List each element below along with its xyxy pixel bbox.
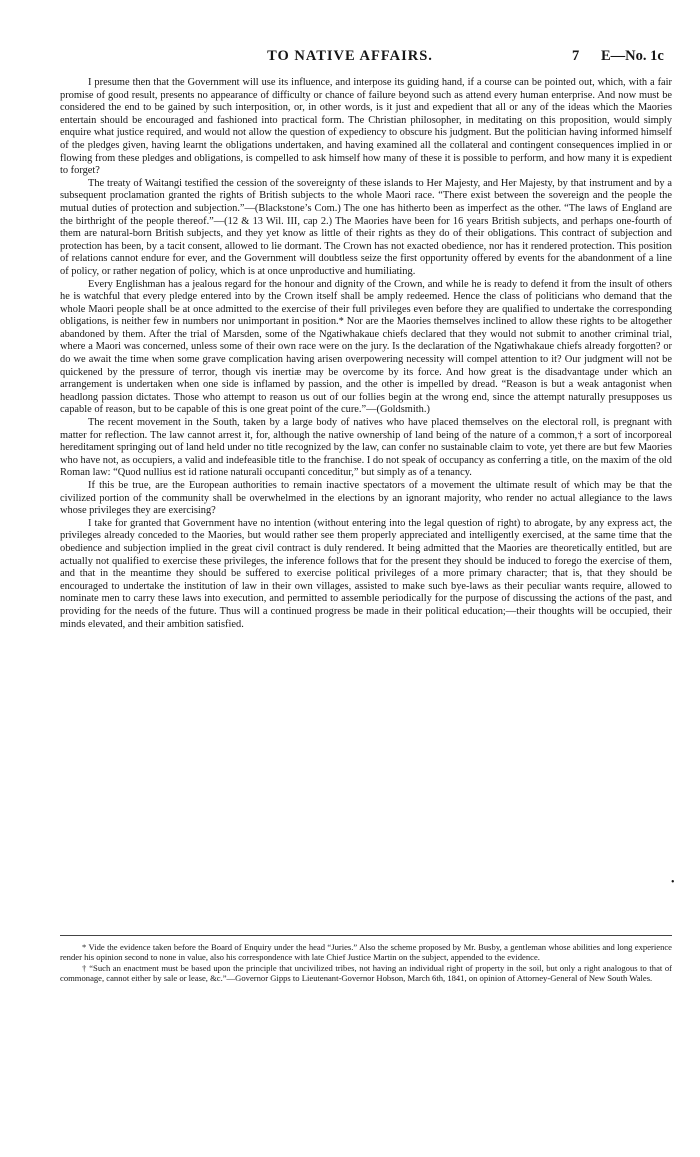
running-title: TO NATIVE AFFAIRS.	[267, 48, 433, 64]
paragraph-political-privileges: I take for granted that Government have no intention (without entering into the legal question of right) to abrogate, by any express act, the privileges already conceded to the Maories, but would rather see them properly appreciated and intelligently exercised, at the same time that the obedience and subjection implied in the great civil contract is duly rendered. It being admitted that the Maories are theoretically entitled, but are actually not qualified to exercise these privileges, the inference follows that for the present they should be induced to forego the exercise of them, and that in the meantime they should be suffered to exercise political privileges of a more primary character; that is, that they should be encouraged to undertake the institution of law in their own villages, assisted to make such bye-laws as their peculiar wants require, allowed to nominate men to carry these laws into execution, and permitted to assemble periodically for the purpose of discussing the actions of the past, and providing for the needs of the future. Thus will a continued progress be made in their political education;—their thoughts will be occupied, their minds elevated, and their ambition satisfied.	[60, 517, 672, 630]
marginal-mark: •	[671, 877, 675, 888]
page-number: 7	[572, 48, 580, 64]
footnote-juries: * Vide the evidence taken before the Board of Enquiry under the head “Juries.” Also the scheme proposed by Mr. Busby, a gentleman whose abilities and long experience render his opinion second to none in value, also his correspondence with late Chief Justice Martin on the subject, appended to the evidence.	[60, 942, 672, 963]
footnote-governor-gipps: † “Such an enactment must be based upon the principle that uncivilized tribes, not having an individual right of property in the soil, but only a right analogous to that of commonage, cannot either by sale or lease, &c.”—Governor Gipps to Lieutenant-Governor Hobson, March 6th, 1841, on opinion of Attorney-General of New South Wales.	[60, 962, 672, 984]
body-text	[60, 77, 672, 631]
paragraph-electoral-roll: The recent movement in the South, taken by a large body of natives who have placed themselves on the electoral roll, is pregnant with matter for reflection. The law cannot arrest it, for, although the native ownership of land being of the nature of a common,† a sort of incorporeal hereditament springing out of land held under no title recognized by the law, can confer no sustainable claim to vote, yet there are but few Maories who have not, as occupiers, a valid and indefeasible title to the franchise. I do not speak of occupancy as conferring a title, on the maxim of the old Roman law: “Quod nullius est id ratione naturali occupanti conceditur,” but simply as of a tenancy.	[60, 417, 672, 479]
paragraph-treaty-of-waitangi: The treaty of Waitangi testified the cession of the sovereignty of these islands to Her Majesty, and Her Majesty, by that instrument and by a subsequent proclamation granted the rights of British subjects to the whole Maori race. “There exist between the sovereign and the people the mutual duties of protection and subjection.”—(Blackstone’s Com.) The one has hitherto been as imperfect as the other. “The laws of England are the birthright of the people thereof.”—(12 & 13 Wil. III, cap 2.) The Maories have been for 16 years British subjects, and perhaps one-fourth of them are natural-born British subjects, and they yet know as little of their rights as they do of their obligations. This contract of subjection and protection has been, by a tacit consent, allowed to lie dormant. The Crown has not exacted obedience, nor has it rendered protection. This position of relations cannot endure for ever, and the Government will doubtless seize the first opportunity offered by events for the abandonment of a line of policy, or rather negation of policy, which is at once unproductive and humiliating.	[60, 177, 672, 277]
footnote-divider	[60, 935, 672, 936]
footnotes	[60, 942, 672, 984]
paragraph-interposition: I presume then that the Government will use its influence, and interpose its guiding hand, if a course can be pointed out, which, with a fair promise of good result, presents no appearance of difficulty or chance of failure beyond such as attend every human enterprise. And now must be considered the end to be gained by such interposition, or, in other words, is it just and expedient that all or any of the ideas which the Maories entertain should be encouraged and fashioned into practical form. The Christian philosopher, in meditating on this proposition, would simply enquire what justice required, and would not allow the question of expediency to obscure his judgment. But the politician having informed himself of the pledges given, having learnt the obligations undertaken, and having examined all the collateral and contingent consequences implied in or flowing from these pledges and obligations, is compelled to ask himself how many of these it is possible to perform, and how many it is expedient to forget?	[60, 77, 672, 177]
paragraph-honour-of-crown: Every Englishman has a jealous regard for the honour and dignity of the Crown, and while he is ready to defend it from the insult of others he is watchful that every pledge entered into by the Crown itself shall be amply redeemed. Hence the class of politicians who demand that the whole Maori people shall be at once admitted to the exercise of their full privileges even before they are qualified to undertake the corresponding obligations, is neither few in numbers nor unimportant in position.* Nor are the Maories themselves inclined to allow these rights to be altogether abandoned by them. After the trial of Marsden, some of the Ngatiwhakaue chiefs declared that they would not submit to another criminal trial, where a Maori was concerned, unless some of their own race were on the jury. Is the declaration of the Ngatiwhakaue chiefs already forgotten? or do we await the time when some grave complication having arisen overpowering necessity will compel attention to it? Our judgment will not be quickened by the pressure of terror, though vis inertiæ may be overcome by its force. And how great is the disadvantage under which an arrangement is undertaken when one side is inflamed by passion, and the other is impelled by dread. “Reason is but a weak antagonist when headlong passion dictates. Those who attempt to reason us out of our follies begin at the wrong end, since the attempt naturally presupposes us capable of reason, but to be capable of this is one great point of the cure.”—(Goldsmith.)	[60, 278, 672, 416]
document-number: E—No. 1c	[601, 48, 664, 64]
paragraph-inactive-spectators: If this be true, are the European authorities to remain inactive spectators of a movement the ultimate result of which may be that the civilized portion of the community shall be overwhelmed in the elections by an ignorant majority, who render no actual allegiance to the laws whose privileges they are exercising?	[60, 480, 672, 517]
